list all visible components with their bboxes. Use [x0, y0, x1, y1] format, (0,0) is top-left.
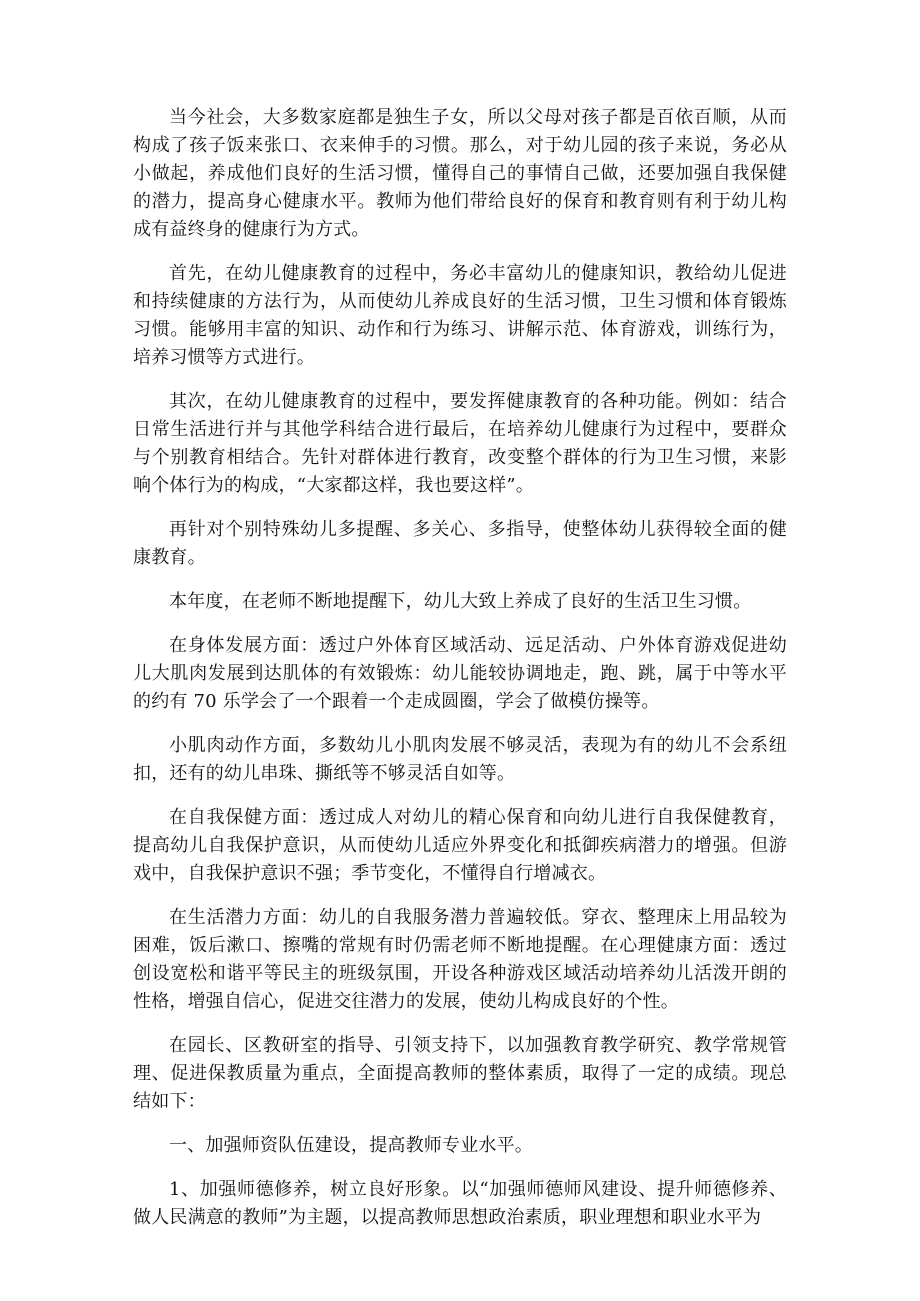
paragraph-self-care: 在自我保健方面：透过成人对幼儿的精心保育和向幼儿进行自我保健教育，提高幼儿自我保护意识，从而使幼儿适应外界变化和抵御疾病潜力的增强。但游戏中，自我保护意识不强；季节变化，不懂得自行增减衣。 — [133, 807, 787, 884]
paragraph-individual: 再针对个别特殊幼儿多提醒、多关心、多指导，使整体幼儿获得较全面的健康教育。 — [133, 519, 787, 568]
paragraph-year-summary: 本年度，在老师不断地提醒下，幼儿大致上养成了良好的生活卫生习惯。 — [169, 591, 752, 612]
paragraph-ethics: 1、加强师德修养，树立良好形象。以“加强师德师风建设、提升师德修养、做人民满意的教师”为主题，以提高教师思想政治素质，职业理想和职业水平为 — [133, 1179, 787, 1228]
paragraph-life-ability: 在生活潜力方面：幼儿的自我服务潜力普遍较低。穿衣、整理床上用品较为困难，饭后漱口、擦嘴的常规有时仍需老师不断地提醒。在心理健康方面：透过创设宽松和谐平等民主的班级氛围，开设各种游戏区域活动培养幼儿活泼开朗的性格，增强自信心，促进交往潜力的发展，使幼儿构成良好的个性。 — [133, 907, 787, 1012]
paragraph-fine-motor: 小肌肉动作方面，多数幼儿小肌肉发展不够灵活，表现为有的幼儿不会系纽扣，还有的幼儿串珠、撕纸等不够灵活自如等。 — [133, 735, 787, 784]
paragraph-second: 其次，在幼儿健康教育的过程中，要发挥健康教育的各种功能。例如：结合日常生活进行并与其他学科结合进行最后，在培养幼儿健康行为过程中，要群众与个别教育相结合。先针对群体进行教育，改变整个群体的行为卫生习惯，来影响个体行为的构成，“大家都这样，我也要这样”。 — [133, 391, 787, 496]
paragraph-physical: 在身体发展方面：透过户外体育区域活动、远足活动、户外体育游戏促进幼儿大肌肉发展到达肌体的有效锻炼：幼儿能较协调地走，跑、跳，属于中等水平的约有 70 乐学会了一个跟着一个走成圆圈，学会了做模仿操等。 — [133, 635, 787, 712]
section-heading: 一、加强师资队伍建设，提高教师专业水平。 — [169, 1135, 533, 1156]
paragraph-first: 首先，在幼儿健康教育的过程中，务必丰富幼儿的健康知识，教给幼儿促进和持续健康的方法行为，从而使幼儿养成良好的生活习惯，卫生习惯和体育锻炼习惯。能够用丰富的知识、动作和行为练习、讲解示范、体育游戏，训练行为，培养习惯等方式进行。 — [133, 263, 787, 368]
paragraph-intro: 当今社会，大多数家庭都是独生子女，所以父母对孩子都是百依百顺，从而构成了孩子饭来张口、衣来伸手的习惯。那么，对于幼儿园的孩子来说，务必从小做起，养成他们良好的生活习惯，懂得自己的事情自己做，还要加强自我保健的潜力，提高身心健康水平。教师为他们带给良好的保育和教育则有利于幼儿构成有益终身的健康行为方式。 — [133, 107, 787, 240]
paragraph-guidance: 在园长、区教研室的指导、引领支持下，以加强教育教学研究、教学常规管理、促进保教质量为重点，全面提高教师的整体素质，取得了一定的成绩。现总结如下： — [133, 1035, 787, 1112]
document-body — [133, 104, 787, 1248]
